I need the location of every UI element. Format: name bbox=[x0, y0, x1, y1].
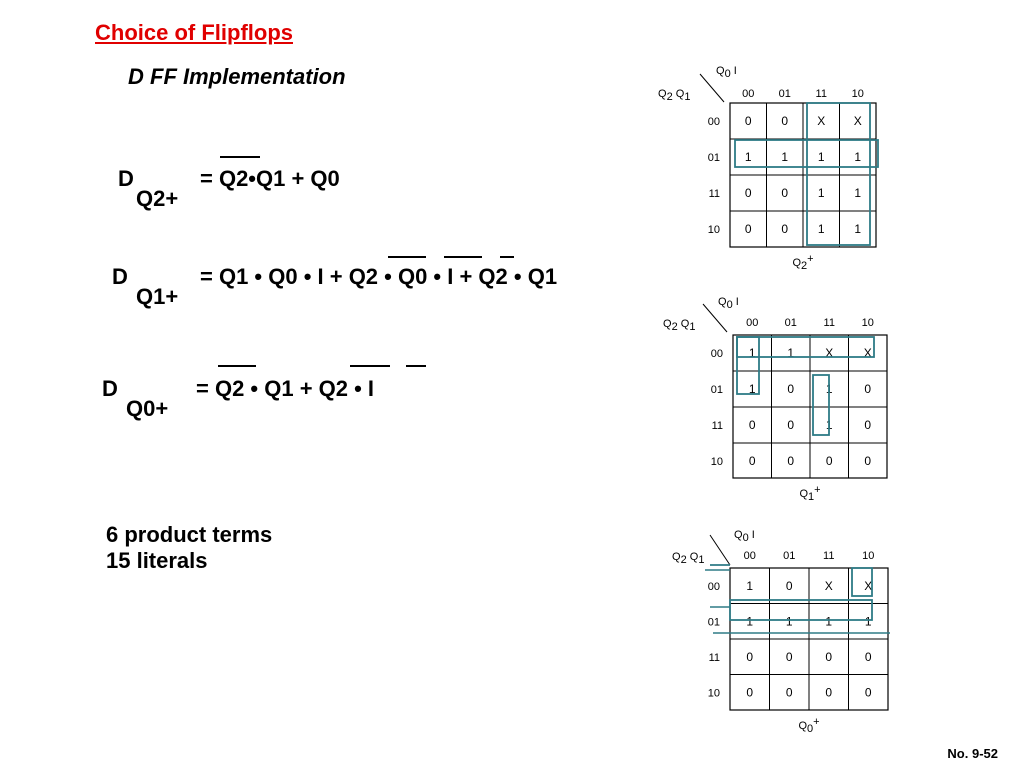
kmap-q2-plus-cell: 1 bbox=[854, 186, 862, 200]
kmap-q2-plus-cell: X bbox=[817, 114, 826, 128]
kmap-q0-plus-cell: 0 bbox=[785, 685, 793, 700]
kmap-q0-plus-col-vars: Q0 I bbox=[734, 529, 755, 544]
kmap-q2-plus-corner-divider bbox=[700, 74, 724, 102]
slide-subtitle: D FF Implementation bbox=[128, 64, 346, 89]
eq-d0-rhs: = Q2 • Q1 + Q2 • I bbox=[196, 376, 375, 401]
eq-d2-d: D bbox=[118, 166, 134, 191]
kmap-q1-plus-row-label-10: 10 bbox=[710, 456, 723, 468]
kmap-q1-plus-cell: 0 bbox=[787, 418, 795, 432]
kmap-q1-plus-cell: 1 bbox=[748, 382, 756, 396]
kmap-q1-plus-col-vars: Q0 I bbox=[718, 296, 739, 311]
kmap-q0-plus-col-label-11: 11 bbox=[823, 550, 835, 562]
kmap-q0-plus-cell: 0 bbox=[864, 649, 872, 664]
eq-d2-subscript: Q2+ bbox=[136, 186, 179, 211]
kmap-q2-plus-cell: 0 bbox=[781, 114, 789, 128]
slide-number: No. 9-52 bbox=[947, 746, 998, 761]
kmap-q0-plus-row-label-10: 10 bbox=[707, 687, 720, 700]
kmap-q1-plus-row-label-00: 00 bbox=[710, 348, 723, 360]
kmap-q1-plus-col-label-01: 01 bbox=[784, 317, 797, 329]
kmap-q1-plus-row-label-11: 11 bbox=[711, 420, 723, 432]
kmap-q0-plus-row-label-11: 11 bbox=[708, 651, 720, 664]
kmap-q2-plus-cell: 0 bbox=[744, 114, 752, 128]
kmap-q2-plus-row-label-10: 10 bbox=[707, 224, 720, 236]
kmap-q1-plus-col-label-10: 10 bbox=[861, 317, 874, 329]
eq-d1-d: D bbox=[112, 264, 128, 289]
kmap-q0-plus-corner-divider bbox=[710, 535, 730, 565]
kmap-q2-plus-cell: 1 bbox=[817, 222, 825, 236]
kmap-q1-plus-cell: 1 bbox=[787, 346, 795, 360]
kmap-q1-plus bbox=[655, 292, 895, 502]
kmap-q2-plus-col-label-00: 00 bbox=[742, 88, 755, 100]
kmap-q2-plus bbox=[650, 60, 890, 275]
kmap-q2-plus-cell: 1 bbox=[744, 150, 752, 164]
kmap-q1-plus-cell: 1 bbox=[748, 346, 756, 360]
kmap-q0-plus-col-label-10: 10 bbox=[862, 550, 875, 562]
summary-literals: 15 literals bbox=[106, 548, 208, 573]
eq-d0-d: D bbox=[102, 376, 118, 401]
kmap-q0-plus-caption: Q0+ bbox=[798, 716, 820, 735]
eq-d0-subscript: Q0+ bbox=[126, 396, 169, 421]
kmap-q2-plus-cell: 0 bbox=[781, 222, 789, 236]
summary-product-terms: 6 product terms bbox=[106, 522, 273, 547]
kmap-q2-plus-cell: 1 bbox=[854, 150, 862, 164]
kmap-q1-plus-cell: 1 bbox=[825, 418, 833, 432]
kmap-q2-plus-row-label-01: 01 bbox=[707, 152, 720, 164]
kmap-q2-plus-cell: 1 bbox=[781, 150, 789, 164]
kmap-q0-plus-cell: 0 bbox=[746, 685, 754, 700]
kmap-q0-plus-cell: 1 bbox=[864, 614, 872, 629]
kmap-q2-plus-cell: 0 bbox=[744, 186, 752, 200]
kmap-q0-plus-cell: X bbox=[864, 578, 873, 593]
slide-title: Choice of Flipflops bbox=[95, 20, 293, 45]
kmap-q0-plus-row-vars: Q2 Q1 bbox=[672, 551, 705, 566]
kmap-q1-plus-cell: 0 bbox=[748, 454, 756, 468]
eq-d1-overbar-i bbox=[500, 256, 514, 258]
kmap-q0-plus-col-label-01: 01 bbox=[783, 550, 796, 562]
kmap-q1-plus-loop bbox=[737, 337, 874, 357]
kmap-q0-plus-cell: 0 bbox=[825, 685, 833, 700]
kmap-q0-plus-cell: 1 bbox=[746, 614, 754, 629]
eq-d2-rhs: = Q2•Q1 + Q0 bbox=[200, 166, 340, 191]
kmap-q1-plus-corner-divider bbox=[703, 304, 727, 332]
eq-d0-overbar-q2a bbox=[218, 365, 256, 367]
kmap-q2-plus-col-vars: Q0 I bbox=[716, 65, 737, 80]
kmap-q0-plus-cell: 1 bbox=[785, 614, 793, 629]
kmap-q0-plus-row-label-00: 00 bbox=[707, 580, 720, 593]
kmap-q0-plus-cell: 0 bbox=[746, 649, 754, 664]
kmap-q0-plus-cell: 1 bbox=[825, 614, 833, 629]
eq-d0-overbar-i bbox=[406, 365, 426, 367]
kmap-q1-plus-cell: X bbox=[825, 346, 834, 360]
kmap-q1-plus-cell: 0 bbox=[864, 418, 872, 432]
eq-d1-overbar-q2 bbox=[388, 256, 426, 258]
kmap-q0-plus-cell: X bbox=[824, 578, 833, 593]
kmap-q0-plus-row-label-01: 01 bbox=[707, 616, 720, 629]
kmap-q1-plus-col-label-11: 11 bbox=[823, 317, 835, 329]
eq-d1-overbar-q0 bbox=[444, 256, 482, 258]
kmap-q0-plus-cell: 0 bbox=[825, 649, 833, 664]
kmap-q1-plus-row-vars: Q2 Q1 bbox=[663, 318, 696, 333]
kmap-q2-plus-cell: 0 bbox=[781, 186, 789, 200]
kmap-q2-plus-cell: 1 bbox=[854, 222, 862, 236]
kmap-q2-plus-cell: 1 bbox=[817, 186, 825, 200]
eq-d1-rhs: = Q1 • Q0 • I + Q2 • Q0 • I + Q2 • Q1 bbox=[200, 264, 558, 289]
kmap-q1-plus-cell: 0 bbox=[864, 454, 872, 468]
kmap-q0-plus-cell: 0 bbox=[864, 685, 872, 700]
summary-block bbox=[106, 522, 272, 574]
kmap-q0-plus-cell: 1 bbox=[746, 578, 754, 593]
kmap-q2-plus-cell: 1 bbox=[817, 150, 825, 164]
kmap-q2-plus-cell: 0 bbox=[744, 222, 752, 236]
kmap-q1-plus-cell: 1 bbox=[825, 382, 833, 396]
kmap-q2-plus-cell: X bbox=[853, 114, 862, 128]
eq-d1-subscript: Q1+ bbox=[136, 284, 179, 309]
kmap-q0-plus-cell: 0 bbox=[785, 578, 793, 593]
kmap-q2-plus-row-vars: Q2 Q1 bbox=[658, 88, 691, 103]
kmap-q1-plus-cell: 0 bbox=[787, 382, 795, 396]
kmap-q2-plus-row-label-11: 11 bbox=[708, 188, 720, 200]
kmap-q0-plus-col-label-00: 00 bbox=[743, 550, 756, 562]
kmap-q1-plus-col-label-00: 00 bbox=[746, 317, 759, 329]
kmap-q1-plus-row-label-01: 01 bbox=[710, 384, 723, 396]
kmap-q2-plus-caption: Q2+ bbox=[792, 253, 814, 272]
kmap-q1-plus-cell: 0 bbox=[864, 382, 872, 396]
kmap-q0-plus bbox=[650, 525, 900, 735]
kmap-q1-plus-cell: 0 bbox=[748, 418, 756, 432]
eq-d2-overbar bbox=[220, 156, 260, 158]
kmap-q1-plus-cell: 0 bbox=[787, 454, 795, 468]
kmap-q2-plus-col-label-01: 01 bbox=[778, 88, 791, 100]
kmap-q0-plus-cell: 0 bbox=[785, 649, 793, 664]
kmap-q1-plus-caption: Q1+ bbox=[799, 484, 821, 502]
kmap-q2-plus-col-label-10: 10 bbox=[851, 88, 864, 100]
kmap-q2-plus-row-label-00: 00 bbox=[707, 116, 720, 128]
eq-d0-overbar-q2b bbox=[350, 365, 390, 367]
kmap-q2-plus-col-label-11: 11 bbox=[815, 88, 827, 100]
kmap-q1-plus-cell: X bbox=[863, 346, 872, 360]
kmap-q1-plus-cell: 0 bbox=[825, 454, 833, 468]
